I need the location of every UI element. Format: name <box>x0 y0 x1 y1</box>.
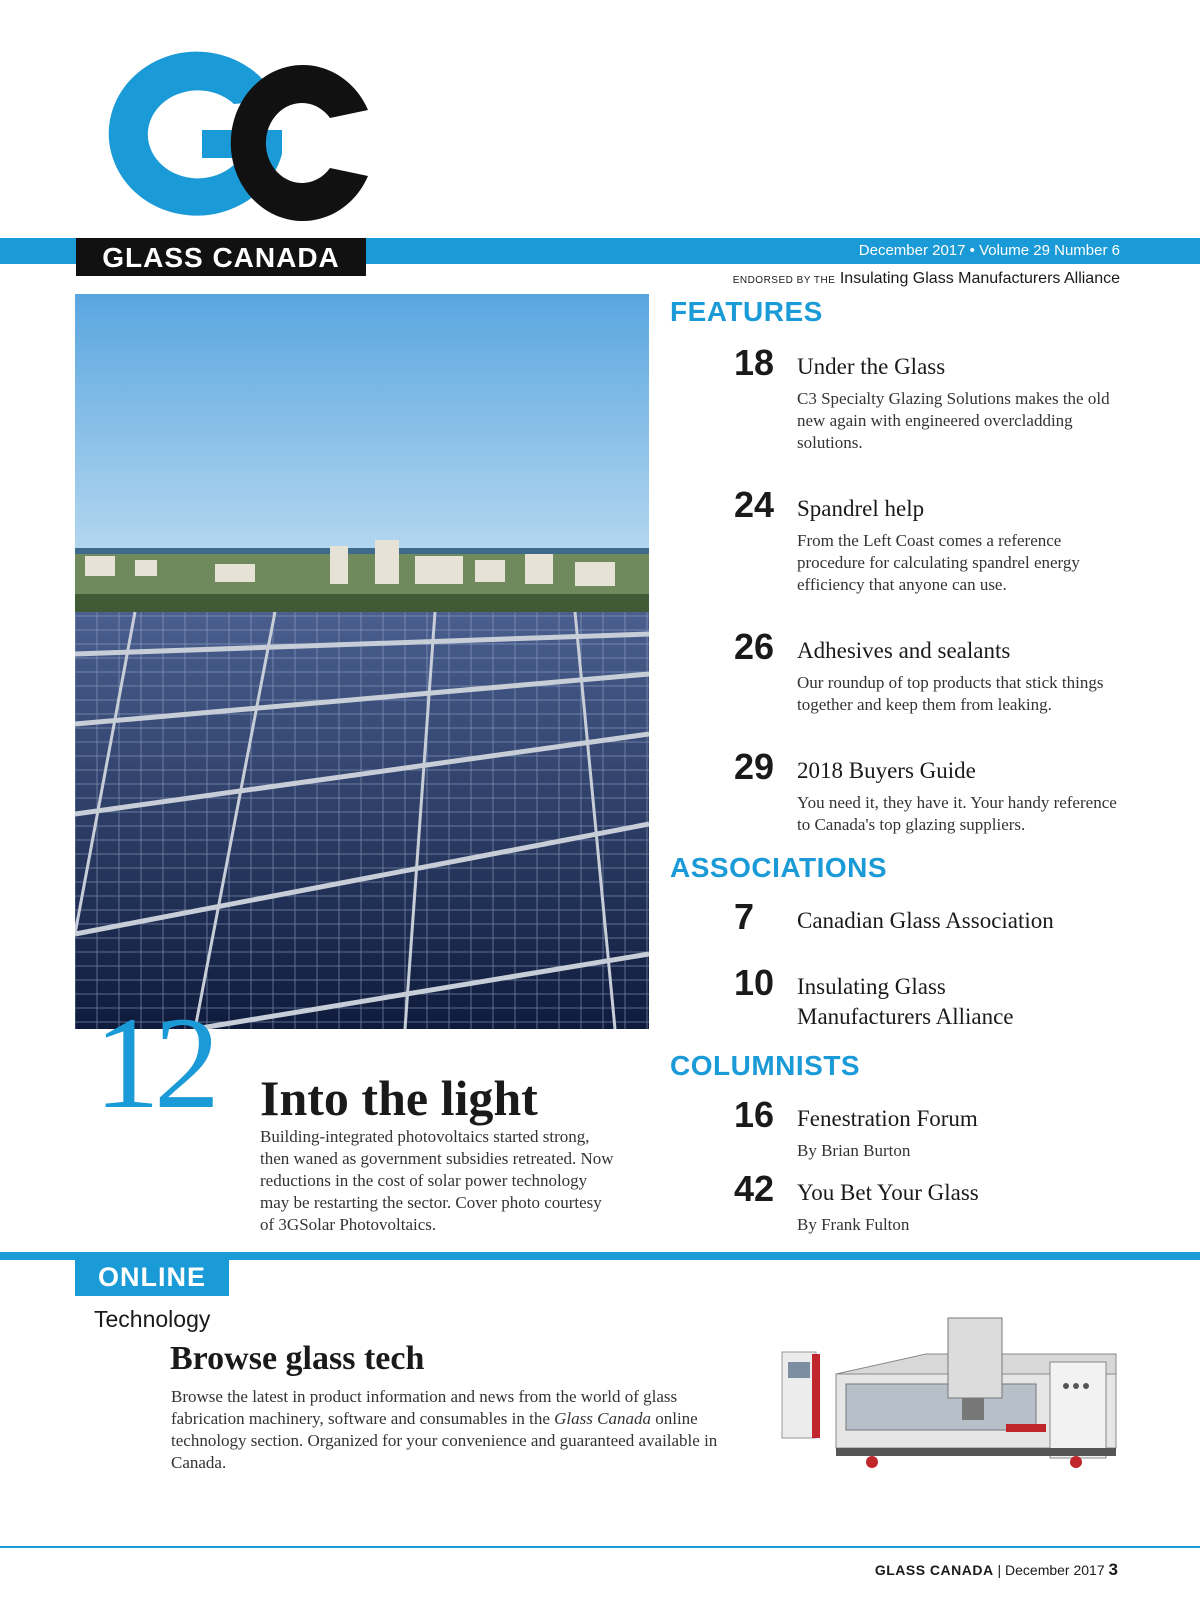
online-desc-part: online technology section. Organized for your convenience and guaranteed available in Canada. <box>171 1409 718 1472</box>
feature-page-number: 24 <box>734 484 775 525</box>
columnist-page-number: 42 <box>734 1168 775 1209</box>
association-title-line2[interactable]: Manufacturers Alliance <box>797 1004 1014 1029</box>
footer-date: December 2017 <box>1005 1562 1105 1578</box>
feature-description: Our roundup of top products that stick things together and keep them from leaking. <box>797 673 1104 714</box>
association-title-line1[interactable]: Insulating Glass <box>797 974 946 999</box>
issue-info: December 2017 • Volume 29 Number 6 <box>858 242 1120 259</box>
column-title[interactable]: You Bet Your Glass <box>797 1180 979 1205</box>
online-description <box>171 1386 751 1474</box>
online-label: ONLINE <box>97 1262 206 1292</box>
footer-rule <box>0 1546 1200 1548</box>
association-page-number: 10 <box>734 962 775 1003</box>
cover-story-title: Into the light <box>260 1070 538 1126</box>
cover-story-description: Building-integrated photovoltaics started strong, then waned as government subsidies retreated. Now reductions in the cost of solar power technology may be restarting the sector. Cover photo courtesy of 3GSolar Photovoltaics. <box>260 1127 614 1234</box>
column-byline: By Brian Burton <box>797 1141 911 1160</box>
features-heading: FEATURES <box>670 296 823 327</box>
cover-story-page-number: 12 <box>94 989 214 1136</box>
column-byline: By Frank Fulton <box>797 1215 910 1234</box>
footer-brand: GLASS CANADA <box>874 1562 994 1578</box>
feature-page-number: 29 <box>734 746 775 787</box>
online-title[interactable]: Browse glass tech <box>170 1340 425 1377</box>
column-title[interactable]: Fenestration Forum <box>797 1106 978 1131</box>
footer-separator: | <box>997 1562 1002 1578</box>
cover-photo-solar-panels <box>75 294 649 1029</box>
feature-description: C3 Specialty Glazing Solutions makes the old new again with engineered overcladding solutions. <box>797 389 1110 452</box>
feature-page-number: 18 <box>734 342 775 383</box>
cnc-machine-image <box>776 1314 1146 1474</box>
endorsement <box>733 270 1120 288</box>
page-footer <box>875 1560 1118 1580</box>
columnist-page-number: 16 <box>734 1094 775 1135</box>
feature-description: You need it, they have it. Your handy reference to Canada's top glazing suppliers. <box>797 793 1117 834</box>
association-title[interactable]: Canadian Glass Association <box>797 908 1054 933</box>
feature-description: From the Left Coast comes a reference procedure for calculating spandrel energy efficiency that anyone can use. <box>797 531 1080 594</box>
associations-heading: ASSOCIATIONS <box>670 852 888 883</box>
endorsed-prefix: ENDORSED BY THE <box>732 275 836 286</box>
footer-page-number: 3 <box>1108 1560 1118 1579</box>
online-category: Technology <box>94 1306 211 1332</box>
feature-title[interactable]: Spandrel help <box>797 496 925 521</box>
brand-name: GLASS CANADA <box>102 242 340 273</box>
columnists-heading: COLUMNISTS <box>670 1050 861 1081</box>
association-page-number: 7 <box>734 896 755 937</box>
feature-title[interactable]: Adhesives and sealants <box>797 638 1011 663</box>
feature-title[interactable]: Under the Glass <box>797 354 946 379</box>
feature-title[interactable]: 2018 Buyers Guide <box>797 758 976 783</box>
logo-c-letter <box>226 58 376 226</box>
endorsed-org: Insulating Glass Manufacturers Alliance <box>839 270 1120 287</box>
online-desc-publication: Glass Canada <box>554 1409 651 1428</box>
feature-page-number: 26 <box>734 626 775 667</box>
online-desc-part: Browse the latest in product information and news from the world of glass fabrication machinery, software and consumables in the <box>171 1387 678 1428</box>
